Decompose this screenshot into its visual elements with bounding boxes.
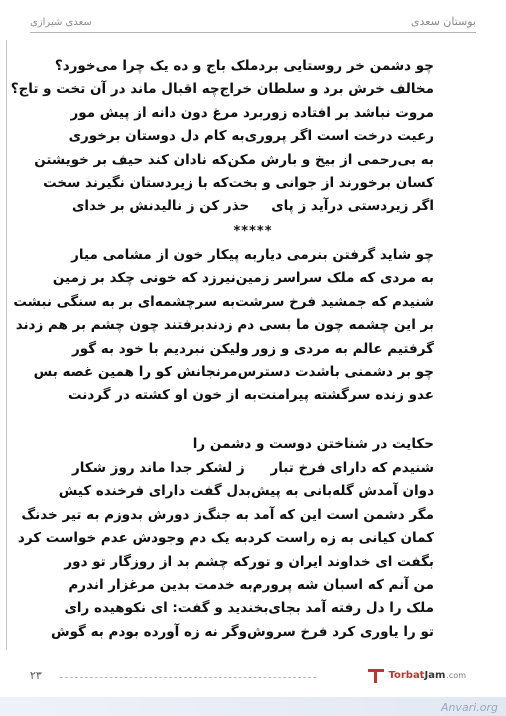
hemistich-first: بر این چشمه چون ما بسی دم زدند bbox=[205, 317, 434, 334]
couplet-row bbox=[34, 149, 434, 172]
hemistich-first: ملک را دل رفته آمد بجای bbox=[268, 600, 434, 617]
torbat-logo-icon bbox=[367, 666, 385, 684]
hemistich-first: عدو زنده سرگشته پیرامنت bbox=[257, 387, 434, 404]
hemistich-second: بخندید و گفت: ای نکوهیده رای bbox=[64, 600, 269, 617]
couplet-row bbox=[68, 384, 434, 407]
hemistich-first: کسان برخورند از جوانی و بخت bbox=[228, 174, 434, 191]
couplet-row bbox=[72, 195, 434, 218]
poem-section-2 bbox=[13, 244, 434, 408]
hemistich-second: به پیکار خون از مشامی میار bbox=[71, 247, 258, 263]
hemistich-first: تو را یاوری کرد فرخ سروش bbox=[247, 623, 434, 640]
hemistich-first: کمان کیانی به زه راست کرد bbox=[247, 530, 434, 547]
page-header bbox=[30, 8, 476, 33]
hemistich-second: به از خون او کشته در گردنت bbox=[68, 387, 258, 404]
hemistich-first: چو بر دشمنی باشدت دسترس bbox=[237, 363, 434, 380]
hemistich-first: به بی‌رحمی از بیخ و بارش مکن bbox=[227, 151, 434, 168]
brand-part-2: Jam bbox=[424, 669, 446, 681]
hemistich-second: وگر نه زه آورده بودم به گوش bbox=[50, 623, 248, 640]
author-name: سعدی شیرازی bbox=[30, 17, 92, 28]
hemistich-first: شنیدم که دارای فرخ تبار bbox=[270, 460, 434, 476]
hemistich-second: به خدمت بدین مرغزار اندرم bbox=[68, 576, 253, 593]
page-footer bbox=[30, 666, 476, 688]
couplet-row bbox=[68, 125, 434, 148]
hemistich-second: ولیکن نبردیم با خود به گور bbox=[72, 340, 249, 357]
hemistich-first: مگر دشمن است این که آمد به جنگ bbox=[201, 506, 434, 523]
hemistich-first: مروت نباشد بر افتاده زور bbox=[263, 104, 434, 121]
hemistich-second: به کام دل دوستان برخوری bbox=[68, 128, 245, 145]
couplet-row bbox=[33, 361, 434, 384]
section-separator: ***** bbox=[233, 224, 273, 239]
hemistich-second: که نادان کند حیف بر خویشتن bbox=[34, 151, 228, 168]
story-heading: حکایت در شناختن دوست و دشمن را bbox=[192, 436, 434, 452]
hemistich-second: مرنجانش کو را همین غصه بس bbox=[33, 363, 238, 380]
hemistich-first: به مردی که ملک سراسر زمین bbox=[235, 270, 434, 287]
couplet-row bbox=[10, 78, 434, 101]
hemistich-second: که چشم بد از روزگار تو دور bbox=[64, 553, 250, 570]
hemistich-first: من آنم که اسبان شه پرورم bbox=[252, 576, 434, 593]
couplet-row bbox=[13, 291, 434, 314]
couplet-row bbox=[58, 480, 434, 503]
watermark-bar bbox=[0, 697, 506, 716]
watermark-text: Anvari.org bbox=[440, 701, 498, 714]
hemistich-second: بدل گفت دارای فرخنده کیش bbox=[58, 483, 251, 500]
footer-rule bbox=[60, 677, 316, 678]
hemistich-first: مخالف خرش برد و سلطان خراج bbox=[219, 81, 434, 98]
couplet-row bbox=[43, 172, 434, 195]
hemistich-first: گرفتیم عالم به مردی و زور bbox=[252, 340, 434, 357]
left-margin-rule bbox=[6, 40, 7, 650]
hemistich-second: برفتند چون چشم بر هم زدند bbox=[15, 317, 206, 334]
couplet-row bbox=[50, 621, 434, 644]
hemistich-first: شنیدم که جمشید فرخ سرشت bbox=[235, 293, 434, 310]
book-title: بوستان سعدی bbox=[410, 15, 476, 28]
hemistich-second: که با زیردستان نگیرند سخت bbox=[43, 174, 229, 191]
hemistich-second: حذر کن ز نالیدنش بر خدای bbox=[72, 198, 250, 215]
poem-section-1 bbox=[10, 55, 434, 219]
hemistich-second: ز دورش بدوزم به تیر خدنگ bbox=[21, 506, 202, 523]
couplet-row bbox=[72, 102, 434, 125]
hemistich-second: چه اقبال ماند در آن تخت و تاج؟ bbox=[10, 81, 220, 98]
couplet-row bbox=[72, 338, 434, 361]
hemistich-first: اگر زیردستی درآید ز پای bbox=[271, 198, 434, 215]
hemistich-second: برد مرغ دون دانه از پیش مور bbox=[70, 104, 264, 121]
hemistich-second: به سرچشمه‌ای بر به سنگی نبشت bbox=[13, 293, 236, 310]
couplet-row bbox=[17, 527, 434, 550]
couplet-row bbox=[68, 574, 434, 597]
hemistich-first: دوان آمدش گله‌بانی به پیش bbox=[250, 483, 434, 500]
hemistich-first: چو دشمن خر روستایی برد bbox=[258, 58, 434, 74]
hemistich-first: چو شاید گرفتن بنرمی دیار bbox=[257, 247, 434, 263]
hemistich-second: ملک باج و ده یک چرا می‌خورد؟ bbox=[54, 58, 259, 74]
hemistich-first: رعیت درخت است اگر پروری bbox=[244, 128, 434, 145]
couplet-row bbox=[52, 267, 434, 290]
brand-part-3: .com bbox=[446, 670, 466, 680]
brand-part-1: Torbat bbox=[388, 669, 425, 681]
couplet-row bbox=[54, 55, 434, 78]
couplet-row bbox=[15, 314, 434, 337]
page-number: ۲۳ bbox=[30, 669, 42, 682]
poem-section-3 bbox=[17, 457, 434, 644]
site-logo bbox=[367, 666, 466, 684]
hemistich-second: به یک دم وجودش عدم خواست کرد bbox=[17, 530, 248, 547]
hemistich-second: نیرزد که خونی چکد بر زمین bbox=[52, 270, 236, 287]
hemistich-second: ز لشکر جدا ماند روز شکار bbox=[72, 460, 245, 476]
hemistich-first: بگفت ای خداوند ایران و تور bbox=[249, 553, 434, 570]
couplet-row bbox=[72, 457, 434, 480]
couplet-row bbox=[21, 504, 434, 527]
couplet-row bbox=[72, 244, 434, 267]
couplet-row bbox=[64, 597, 434, 620]
couplet-row bbox=[64, 551, 434, 574]
